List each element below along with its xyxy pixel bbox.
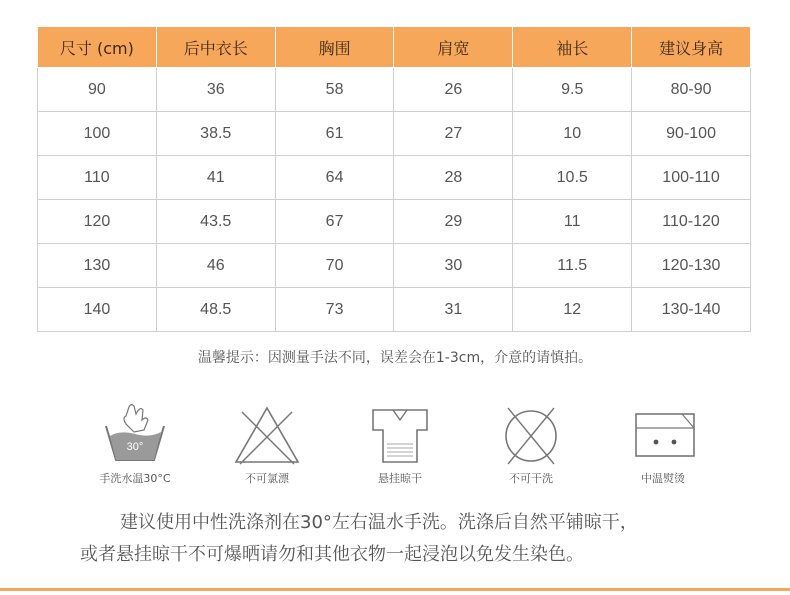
iron-medium-icon <box>618 400 708 468</box>
advice-line-1: 建议使用中性洗涤剂在30°左右温水手洗。洗涤后自然平铺晾干， <box>120 512 638 533</box>
table-cell: 140 <box>38 288 157 332</box>
no-tumble-dry-icon <box>486 400 576 468</box>
table-cell: 120 <box>38 200 157 244</box>
table-cell: 38.5 <box>156 112 275 156</box>
table-cell: 41 <box>156 156 275 200</box>
table-cell: 100-110 <box>632 156 751 200</box>
care-label: 手洗水温30°C <box>99 472 171 485</box>
table-row <box>38 112 751 156</box>
size-table-header-row <box>38 27 751 68</box>
table-cell: 48.5 <box>156 288 275 332</box>
header-sleeve: 袖长 <box>513 27 632 68</box>
table-cell: 36 <box>156 68 275 112</box>
measurement-tip: 温馨提示：因测量手法不同，误差会在1-3cm，介意的请慎拍。 <box>197 350 593 366</box>
table-cell: 90-100 <box>632 112 751 156</box>
header-size: 尺寸 (cm) <box>38 27 157 68</box>
table-cell: 31 <box>394 288 513 332</box>
table-row <box>38 156 751 200</box>
table-cell: 110 <box>38 156 157 200</box>
care-item-iron <box>608 400 718 490</box>
care-item-no-bleach <box>212 400 322 490</box>
table-cell: 67 <box>275 200 394 244</box>
advice-line-2: 或者悬挂晾干不可爆晒请勿和其他衣物一起浸泡以免发生染色。 <box>80 544 584 565</box>
table-cell: 110-120 <box>632 200 751 244</box>
care-label: 中温熨烫 <box>641 472 685 485</box>
table-cell: 90 <box>38 68 157 112</box>
header-back-length: 后中衣长 <box>156 27 275 68</box>
table-cell: 130-140 <box>632 288 751 332</box>
care-label: 悬挂晾干 <box>378 472 422 485</box>
table-row <box>38 288 751 332</box>
table-cell: 29 <box>394 200 513 244</box>
no-bleach-icon <box>222 400 312 468</box>
table-cell: 58 <box>275 68 394 112</box>
care-label: 不可干洗 <box>509 472 553 485</box>
table-cell: 70 <box>275 244 394 288</box>
care-item-no-dry-clean <box>476 400 586 490</box>
care-item-hang-dry <box>345 400 455 490</box>
header-chest: 胸围 <box>275 27 394 68</box>
table-cell: 12 <box>513 288 632 332</box>
header-shoulder: 肩宽 <box>394 27 513 68</box>
table-cell: 11 <box>513 200 632 244</box>
table-cell: 120-130 <box>632 244 751 288</box>
care-symbols <box>80 400 720 490</box>
table-cell: 43.5 <box>156 200 275 244</box>
table-cell: 130 <box>38 244 157 288</box>
hang-dry-icon <box>355 400 445 468</box>
header-height: 建议身高 <box>632 27 751 68</box>
hand-wash-30-icon <box>90 400 180 468</box>
care-label: 不可氯漂 <box>245 472 289 485</box>
care-advice <box>80 507 740 571</box>
size-table <box>37 26 751 332</box>
table-cell: 100 <box>38 112 157 156</box>
table-cell: 64 <box>275 156 394 200</box>
table-cell: 10.5 <box>513 156 632 200</box>
table-cell: 27 <box>394 112 513 156</box>
table-cell: 10 <box>513 112 632 156</box>
wash-temperature: 30° <box>126 441 144 453</box>
table-row <box>38 68 751 112</box>
table-cell: 11.5 <box>513 244 632 288</box>
table-cell: 73 <box>275 288 394 332</box>
table-cell: 61 <box>275 112 394 156</box>
table-cell: 28 <box>394 156 513 200</box>
care-item-hand-wash <box>80 400 190 490</box>
table-cell: 9.5 <box>513 68 632 112</box>
table-cell: 30 <box>394 244 513 288</box>
table-row <box>38 200 751 244</box>
bottom-divider <box>0 588 790 591</box>
table-row <box>38 244 751 288</box>
table-cell: 26 <box>394 68 513 112</box>
table-cell: 46 <box>156 244 275 288</box>
table-cell: 80-90 <box>632 68 751 112</box>
